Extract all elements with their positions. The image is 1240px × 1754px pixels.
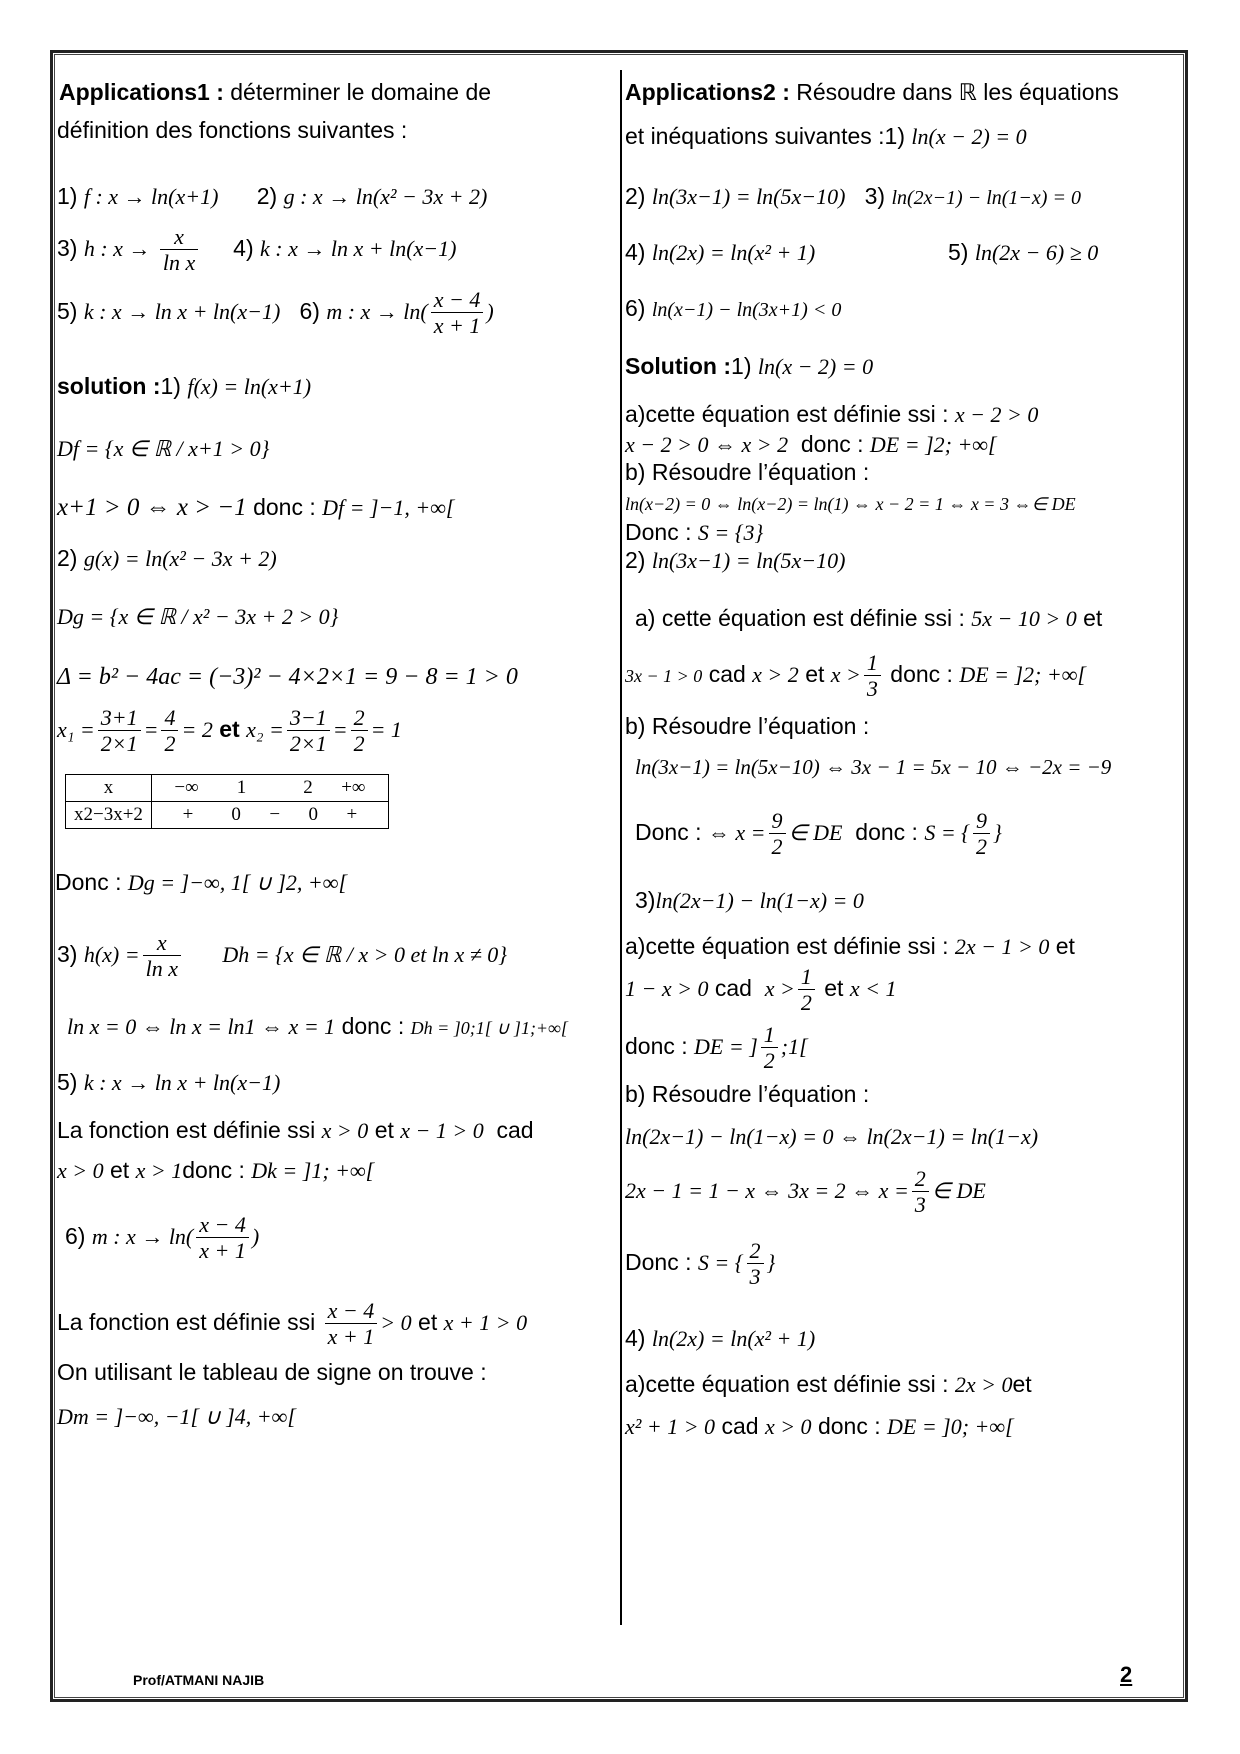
solution-6-method: On utilisant le tableau de signe on trouve :	[57, 1359, 487, 1385]
s2-resolve-heading: b) Résoudre l’équation :	[625, 713, 870, 739]
table-row: x −∞ 1 2 +∞	[66, 775, 389, 802]
roots-calculation: x₁ = $\frac{3+1}{2\times 1}$ = $\frac{4}{2}$ = 2 et x₂ = $\frac{3-1}{2\times 1}$ = $\frac{2}{2}$ = 1	[57, 705, 402, 757]
equations-2-3: 2) ln(3x−1) = ln(5x−10) 3) ln(2x−1) − ln(1−x) = 0	[625, 183, 1081, 209]
fraction: $\frac{9}{2}$	[973, 808, 990, 860]
s2-domain-result: 3x − 1 > 0 cad x > 2 et x > $\frac{1}{3}$ donc : DE = ]2; +∞[	[625, 650, 1086, 702]
fraction: $\frac{3-1}{2\times 1}$	[287, 705, 330, 757]
solution-3: 3) h(x) = $\frac{x}{\text{ln x}}$ Dh = {x ∈ ℝ / x > 0 et ln x ≠ 0}	[57, 930, 508, 982]
dm-result: Dm = ]−∞, −1[ ∪ ]4, +∞[	[57, 1404, 296, 1429]
dg-result: Donc : Dg = ]−∞, 1[ ∪ ]2, +∞[	[55, 869, 348, 895]
s3-domain-bounds: 1 − x > 0 cad x > $\frac{1}{2}$ et x < 1	[625, 964, 897, 1016]
fraction: $\frac{2}{3}$	[747, 1238, 764, 1290]
fraction: $\frac{9}{2}$	[769, 808, 786, 860]
solution-6: 6) m : x → ln( $\frac{x - 4}{x + 1}$ )	[65, 1212, 260, 1264]
fraction: $\frac{1}{3}$	[864, 650, 881, 702]
solution-heading: solution :1) f(x) = ln(x+1)	[57, 373, 312, 399]
fraction: $\frac{x}{\text{ln x}}$	[143, 930, 181, 982]
fraction: $\frac{x - 4}{x + 1}$	[325, 1298, 378, 1350]
fraction: $\frac{1}{2}$	[761, 1022, 778, 1074]
fraction: $\frac{1}{2}$	[798, 964, 815, 1016]
fraction: $\frac{2}{3}$	[912, 1166, 929, 1218]
applications1-subheading: définition des fonctions suivantes :	[57, 117, 408, 143]
table-row: x2−3x+2 + 0 − 0 +	[66, 801, 389, 828]
df-set: Df = {x ∈ ℝ / x+1 > 0}	[57, 436, 270, 461]
solution-heading-right: Solution :1) ln(x − 2) = 0	[625, 353, 874, 379]
s1-resolve-heading: b) Résoudre l’équation :	[625, 459, 870, 485]
fraction: $\frac{4}{2}$	[161, 705, 178, 757]
solution-5-condition: La fonction est définie ssi x > 0 et x − 1 > 0 cad	[57, 1117, 534, 1143]
fraction: $\frac{2}{2}$	[351, 705, 368, 757]
s3-domain-result: donc : DE = ] $\frac{1}{2}$ ;1[	[625, 1022, 808, 1074]
s3-heading: 3)ln(2x−1) − ln(1−x) = 0	[635, 887, 864, 913]
s3-solution-set: Donc : S = { $\frac{2}{3}$ }	[625, 1238, 776, 1290]
dg-set: Dg = {x ∈ ℝ / x² − 3x + 2 > 0}	[57, 604, 339, 629]
s3-solution: 2x − 1 = 1 − x ⇔ 3x = 2 ⇔ x = $\frac{2}{3}$ ∈ DE	[625, 1166, 986, 1218]
dh-result: ln x = 0 ⇔ ln x = ln1 ⇔ x = 1 donc : Dh = ]0;1[ ∪ ]1;+∞[	[67, 1013, 568, 1039]
s1-domain-condition: a)cette équation est définie ssi : x − 2 > 0	[625, 401, 1039, 427]
s1-domain-result: x − 2 > 0 ⇔ x > 2 donc : DE = ]2; +∞[	[625, 431, 997, 457]
sign-table	[65, 774, 389, 829]
s4-domain-condition: a)cette équation est définie ssi : 2x > 0et	[625, 1371, 1032, 1397]
s2-resolution: ln(3x−1) = ln(5x−10) ⇔ 3x − 1 = 5x − 10 ⇔ −2x = −9	[635, 755, 1112, 779]
s3-domain-condition: a)cette équation est définie ssi : 2x − 1 > 0 et	[625, 933, 1075, 959]
equations-4-5: 4) ln(2x) = ln(x² + 1) 5) ln(2x − 6) ≥ 0	[625, 239, 1099, 265]
applications2-subheading: et inéquations suivantes :1) ln(x − 2) = 0	[625, 123, 1027, 149]
fraction: $\frac{x}{\text{ln x}}$	[160, 224, 198, 276]
delta-calculation: Δ = b² − 4ac = (−3)² − 4×2×1 = 9 − 8 = 1 > 0	[57, 664, 518, 690]
s3-resolve-heading: b) Résoudre l’équation :	[625, 1081, 870, 1107]
fraction: $\frac{x - 4}{x + 1}$	[196, 1212, 249, 1264]
df-result: x+1 > 0 ⇔ x > −1 donc : Df = ]−1, +∞[	[57, 494, 455, 521]
applications2-heading: Applications2 : Résoudre dans ℝ les équations	[625, 79, 1119, 105]
exercise-1-2: 1) f : x → ln(x+1) 2) g : x → ln(x² − 3x + 2)	[57, 183, 488, 209]
solution-2-heading: 2) g(x) = ln(x² − 3x + 2)	[57, 545, 277, 571]
solution-5: 5) k : x → ln x + ln(x−1)	[57, 1069, 281, 1095]
solution-6-condition: La fonction est définie ssi $\frac{x - 4}{x + 1}$ > 0 et x + 1 > 0	[57, 1298, 528, 1350]
exercise-5-6: 5) k : x → ln x + ln(x−1) 6) m : x → ln( $\frac{x - 4}{x + 1}$ )	[57, 287, 494, 339]
footer-author: Prof/ATMANI NAJIB	[133, 1672, 265, 1688]
s4-heading: 4) ln(2x) = ln(x² + 1)	[625, 1325, 816, 1351]
applications1-heading: Applications1 : déterminer le domaine de	[59, 79, 492, 105]
equation-6: 6) ln(x−1) − ln(3x+1) < 0	[625, 295, 842, 321]
s1-solution-set: Donc : S = {3}	[625, 519, 764, 545]
solution-5-result: x > 0 et x > 1donc : Dk = ]1; +∞[	[57, 1157, 375, 1183]
s3-resolution: ln(2x−1) − ln(1−x) = 0 ⇔ ln(2x−1) = ln(1−x)	[625, 1124, 1039, 1149]
page-number: 2	[1120, 1662, 1133, 1687]
s2-solution-set: Donc : ⇔ x = $\frac{9}{2}$ ∈ DE donc : S = { $\frac{9}{2}$ }	[635, 808, 1002, 860]
s1-resolution: ln(x−2) = 0 ⇔ ln(x−2) = ln(1) ⇔ x − 2 = 1 ⇔ x = 3 ⇔∈ DE	[625, 494, 1076, 514]
exercise-3-4: 3) h : x → $\frac{x}{\text{ln x}}$ 4) k : x → ln x + ln(x−1)	[57, 224, 457, 276]
s2-heading: 2) ln(3x−1) = ln(5x−10)	[625, 547, 846, 573]
fraction: $\frac{3+1}{2\times 1}$	[98, 705, 141, 757]
fraction: $\frac{x - 4}{x + 1}$	[431, 287, 484, 339]
column-divider	[620, 70, 622, 1625]
s2-domain-condition: a) cette équation est définie ssi : 5x − 10 > 0 et	[635, 605, 1103, 631]
s4-domain-result: x² + 1 > 0 cad x > 0 donc : DE = ]0; +∞[	[625, 1413, 1014, 1439]
